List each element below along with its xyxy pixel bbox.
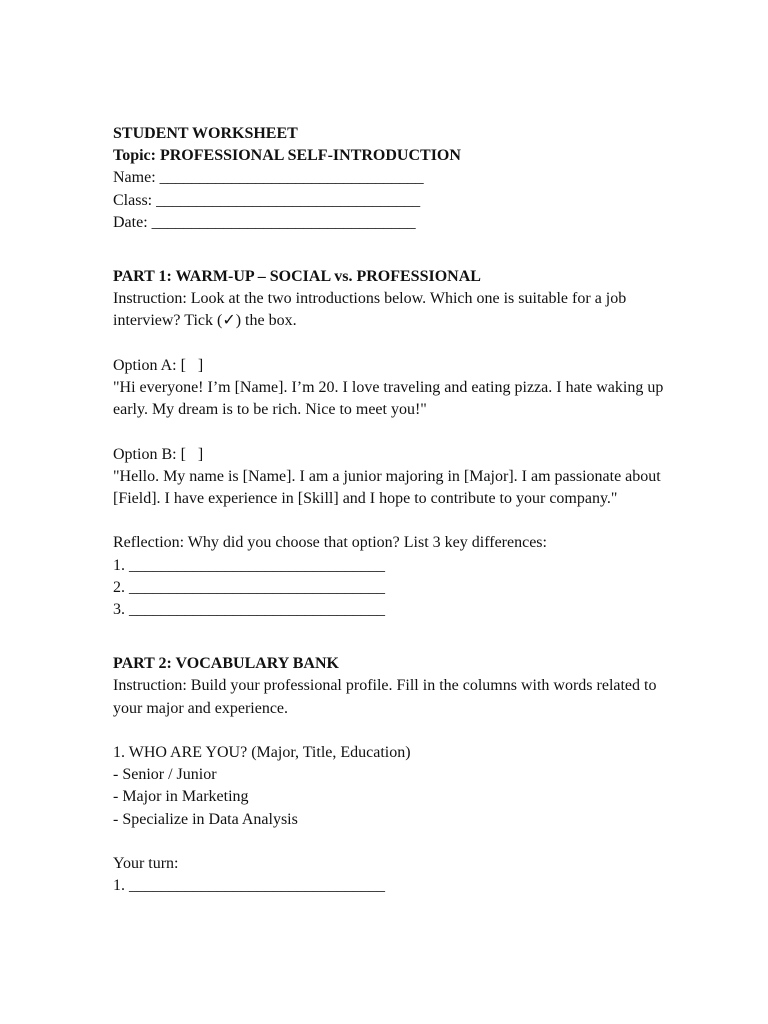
reflection-prompt: Reflection: Why did you choose that option? List 3 key differences: — [113, 534, 547, 552]
spacer — [113, 421, 673, 443]
spacer — [113, 333, 673, 355]
option-b-text: "Hello. My name is [Name]. I am a junior majoring in [Major]. I am passionate about [Field]. I have experience in [Skill] and I hope to contribute to your company." — [113, 467, 661, 508]
worksheet-page — [113, 123, 673, 897]
spacer — [113, 510, 673, 532]
spacer — [113, 720, 673, 742]
vocab-example-item: - Senior / Junior — [113, 766, 217, 784]
option-b-label: Option B: [ ] — [113, 445, 204, 463]
spacer — [113, 831, 673, 853]
spacer — [113, 234, 673, 266]
vocab-example-item: - Major in Marketing — [113, 788, 249, 806]
reflection-answer-line: 2. ________________________________ — [113, 578, 385, 596]
name-field-line: Name: _________________________________ — [113, 169, 424, 187]
reflection-answer-line: 3. ________________________________ — [113, 601, 385, 619]
part1-instruction: Instruction: Look at the two introductions below. Which one is suitable for a job interview? Tick (✓) the box. — [113, 290, 627, 330]
part1-heading: PART 1: WARM-UP – SOCIAL vs. PROFESSIONAL — [113, 268, 481, 286]
vocab-example-item: - Specialize in Data Analysis — [113, 810, 298, 828]
class-field-line: Class: _________________________________ — [113, 191, 421, 209]
worksheet-topic: Topic: PROFESSIONAL SELF-INTRODUCTION — [113, 147, 461, 165]
date-field-line: Date: _________________________________ — [113, 213, 416, 231]
worksheet-title: STUDENT WORKSHEET — [113, 125, 298, 142]
part2-instruction: Instruction: Build your professional profile. Fill in the columns with words related to your major and experience. — [113, 677, 657, 717]
reflection-answer-line: 1. ________________________________ — [113, 556, 385, 574]
spacer — [113, 621, 673, 653]
part2-heading: PART 2: VOCABULARY BANK — [113, 655, 339, 673]
your-turn-answer-line: 1. ________________________________ — [113, 877, 385, 895]
vocab-section-title: 1. WHO ARE YOU? (Major, Title, Education) — [113, 744, 411, 762]
option-a-text: "Hi everyone! I’m [Name]. I’m 20. I love traveling and eating pizza. I hate waking up early. My dream is to be rich. Nice to meet you!" — [113, 379, 664, 419]
option-a-label: Option A: [ ] — [113, 356, 204, 374]
your-turn-label: Your turn: — [113, 855, 179, 873]
